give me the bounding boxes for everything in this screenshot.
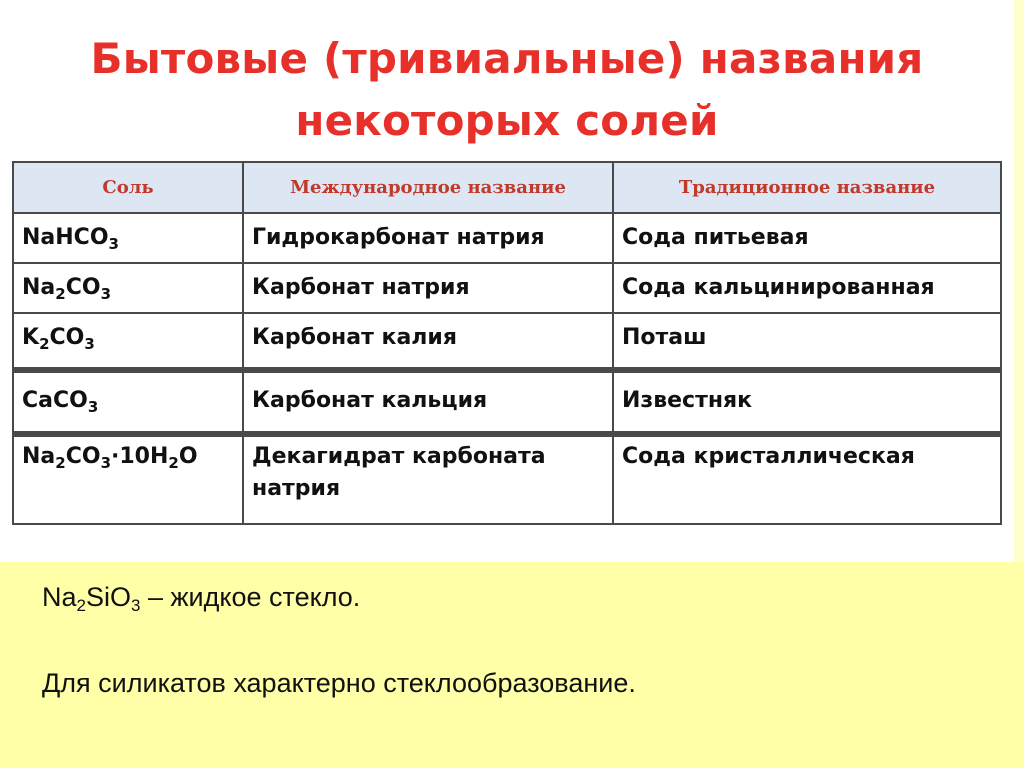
table-header-row xyxy=(13,162,1001,213)
traditional-name: Поташ xyxy=(613,313,1001,370)
international-name: Гидрокарбонат натрия xyxy=(243,213,613,263)
note-silicates: Для силикатов характерно стеклообразование. xyxy=(42,668,636,698)
header-international-name: Международное название xyxy=(243,162,613,213)
salt-formula: CaCO$_3$ xyxy=(13,370,243,434)
header-salt: Соль xyxy=(13,162,243,213)
table-row xyxy=(13,213,1001,263)
table-row xyxy=(13,370,1001,434)
traditional-name: Известняк xyxy=(613,370,1001,434)
international-name: Карбонат натрия xyxy=(243,263,613,313)
salt-formula: NaHCO$_3$ xyxy=(13,213,243,263)
table-row xyxy=(13,434,1001,524)
international-name: Карбонат калия xyxy=(243,313,613,370)
salts-table xyxy=(12,161,1002,525)
international-name: Карбонат кальция xyxy=(243,370,613,434)
note-liquid-glass-text: – жидкое стекло. xyxy=(140,582,361,612)
salt-formula: $Na_2CO_3$ xyxy=(13,263,243,313)
table-row xyxy=(13,263,1001,313)
note-formula: $Na_2SiO_3$ xyxy=(42,582,141,615)
international-name: Декагидрат карбоната натрия xyxy=(243,434,613,524)
note-liquid-glass xyxy=(42,582,360,613)
slide-title-line2: некоторых солей xyxy=(295,96,719,145)
header-traditional-name: Традиционное название xyxy=(613,162,1001,213)
salt-formula: $K_2CO_3$ xyxy=(13,313,243,370)
slide-title xyxy=(0,28,1014,152)
slide-title-line1: Бытовые (тривиальные) названия xyxy=(90,34,924,83)
traditional-name: Сода кристаллическая xyxy=(613,434,1001,524)
traditional-name: Сода кальцинированная xyxy=(613,263,1001,313)
traditional-name: Сода питьевая xyxy=(613,213,1001,263)
salt-formula: $Na_2CO_3\cdot 10H_2O$ xyxy=(13,434,243,524)
table-row xyxy=(13,313,1001,370)
slide-edge-strip xyxy=(1014,0,1024,562)
